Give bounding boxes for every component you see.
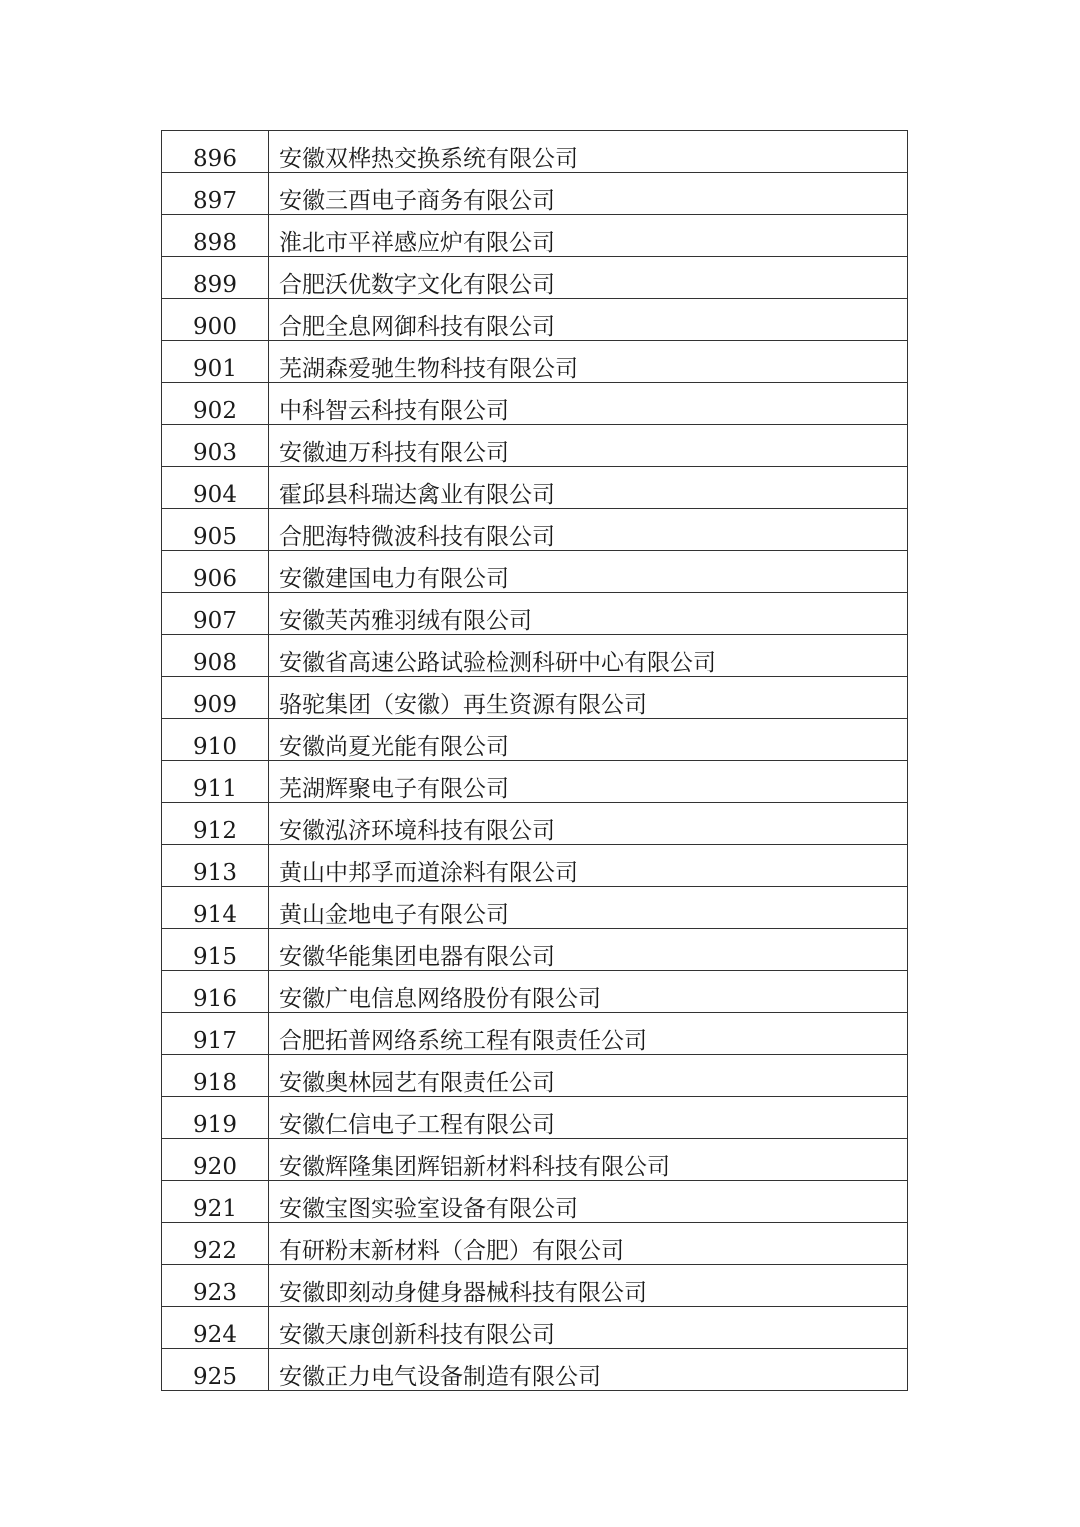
company-name: 安徽天康创新科技有限公司 xyxy=(269,1307,908,1349)
row-number: 902 xyxy=(162,383,269,425)
row-number: 896 xyxy=(162,131,269,173)
table-row xyxy=(162,173,908,215)
table-row xyxy=(162,1181,908,1223)
row-number: 920 xyxy=(162,1139,269,1181)
row-number: 914 xyxy=(162,887,269,929)
company-name: 安徽宝图实验室设备有限公司 xyxy=(269,1181,908,1223)
table-row xyxy=(162,257,908,299)
row-number: 897 xyxy=(162,173,269,215)
table-row xyxy=(162,1349,908,1391)
row-number: 919 xyxy=(162,1097,269,1139)
table-row xyxy=(162,677,908,719)
row-number: 921 xyxy=(162,1181,269,1223)
table-row xyxy=(162,761,908,803)
row-number: 913 xyxy=(162,845,269,887)
row-number: 923 xyxy=(162,1265,269,1307)
company-name: 安徽尚夏光能有限公司 xyxy=(269,719,908,761)
row-number: 925 xyxy=(162,1349,269,1391)
company-name: 中科智云科技有限公司 xyxy=(269,383,908,425)
company-name: 安徽即刻动身健身器械科技有限公司 xyxy=(269,1265,908,1307)
table-row xyxy=(162,299,908,341)
table-row xyxy=(162,593,908,635)
company-name: 安徽正力电气设备制造有限公司 xyxy=(269,1349,908,1391)
row-number: 907 xyxy=(162,593,269,635)
table-row xyxy=(162,635,908,677)
table-row xyxy=(162,467,908,509)
table-row xyxy=(162,1013,908,1055)
company-name: 芜湖辉聚电子有限公司 xyxy=(269,761,908,803)
company-name: 安徽迪万科技有限公司 xyxy=(269,425,908,467)
table-row xyxy=(162,971,908,1013)
table-row xyxy=(162,803,908,845)
company-name: 安徽辉隆集团辉铝新材料科技有限公司 xyxy=(269,1139,908,1181)
table-row xyxy=(162,1055,908,1097)
row-number: 908 xyxy=(162,635,269,677)
table-row xyxy=(162,1265,908,1307)
row-number: 899 xyxy=(162,257,269,299)
company-name: 有研粉末新材料（合肥）有限公司 xyxy=(269,1223,908,1265)
company-name: 安徽建国电力有限公司 xyxy=(269,551,908,593)
table-row xyxy=(162,1223,908,1265)
company-name: 安徽奥林园艺有限责任公司 xyxy=(269,1055,908,1097)
company-name: 安徽华能集团电器有限公司 xyxy=(269,929,908,971)
company-name: 安徽仁信电子工程有限公司 xyxy=(269,1097,908,1139)
row-number: 917 xyxy=(162,1013,269,1055)
table-row xyxy=(162,509,908,551)
row-number: 912 xyxy=(162,803,269,845)
company-name: 芜湖森爱驰生物科技有限公司 xyxy=(269,341,908,383)
row-number: 905 xyxy=(162,509,269,551)
table-row xyxy=(162,341,908,383)
company-name: 合肥拓普网络系统工程有限责任公司 xyxy=(269,1013,908,1055)
table-row xyxy=(162,551,908,593)
table-row xyxy=(162,929,908,971)
row-number: 909 xyxy=(162,677,269,719)
company-name: 安徽省高速公路试验检测科研中心有限公司 xyxy=(269,635,908,677)
company-name: 安徽泓济环境科技有限公司 xyxy=(269,803,908,845)
table-row xyxy=(162,887,908,929)
company-name: 骆驼集团（安徽）再生资源有限公司 xyxy=(269,677,908,719)
company-name: 安徽三酉电子商务有限公司 xyxy=(269,173,908,215)
row-number: 910 xyxy=(162,719,269,761)
company-name: 合肥海特微波科技有限公司 xyxy=(269,509,908,551)
row-number: 898 xyxy=(162,215,269,257)
row-number: 900 xyxy=(162,299,269,341)
table-row xyxy=(162,383,908,425)
row-number: 924 xyxy=(162,1307,269,1349)
table-row xyxy=(162,1307,908,1349)
company-name: 合肥全息网御科技有限公司 xyxy=(269,299,908,341)
table-row xyxy=(162,215,908,257)
table-row xyxy=(162,131,908,173)
row-number: 918 xyxy=(162,1055,269,1097)
company-name: 安徽双桦热交换系统有限公司 xyxy=(269,131,908,173)
table-row xyxy=(162,845,908,887)
company-name: 合肥沃优数字文化有限公司 xyxy=(269,257,908,299)
company-name: 安徽广电信息网络股份有限公司 xyxy=(269,971,908,1013)
table-row xyxy=(162,719,908,761)
company-name: 安徽芙芮雅羽绒有限公司 xyxy=(269,593,908,635)
row-number: 906 xyxy=(162,551,269,593)
company-name: 霍邱县科瑞达禽业有限公司 xyxy=(269,467,908,509)
company-name: 黄山中邦孚而道涂料有限公司 xyxy=(269,845,908,887)
table-row xyxy=(162,1139,908,1181)
row-number: 904 xyxy=(162,467,269,509)
company-list-table xyxy=(161,130,908,1391)
row-number: 901 xyxy=(162,341,269,383)
row-number: 915 xyxy=(162,929,269,971)
company-name: 黄山金地电子有限公司 xyxy=(269,887,908,929)
table-row xyxy=(162,1097,908,1139)
row-number: 903 xyxy=(162,425,269,467)
row-number: 922 xyxy=(162,1223,269,1265)
row-number: 916 xyxy=(162,971,269,1013)
company-list-body xyxy=(162,131,908,1391)
row-number: 911 xyxy=(162,761,269,803)
table-row xyxy=(162,425,908,467)
company-name: 淮北市平祥感应炉有限公司 xyxy=(269,215,908,257)
